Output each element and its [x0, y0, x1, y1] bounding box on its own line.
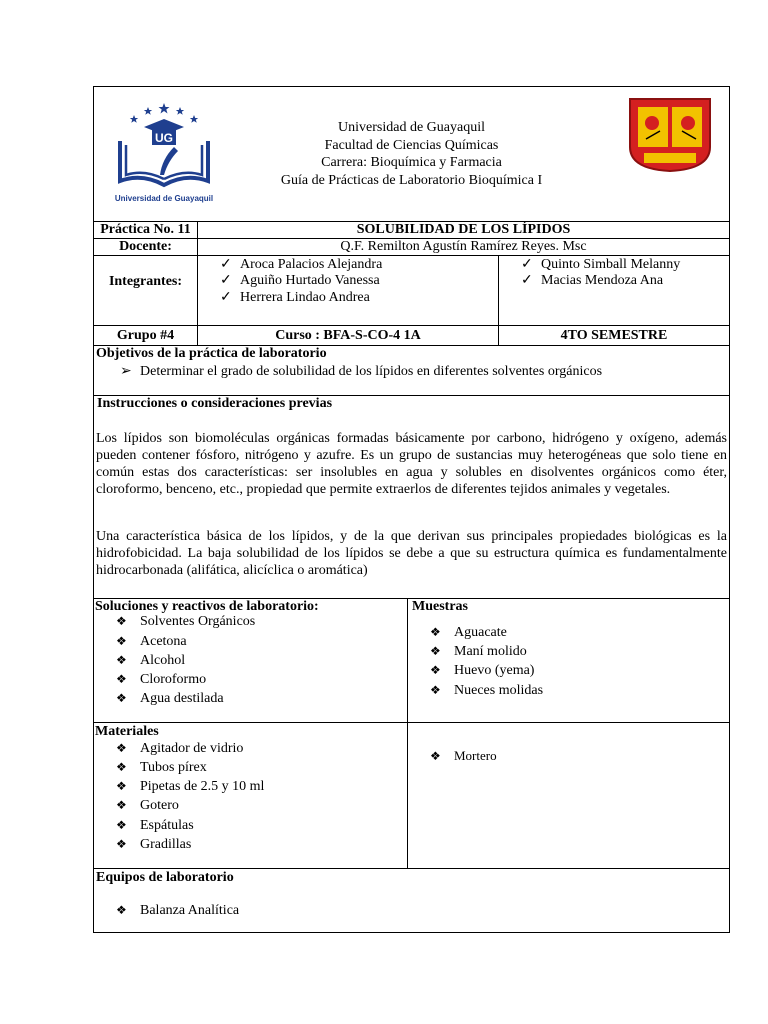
material-text: Gotero: [140, 798, 179, 813]
member-item: [220, 289, 370, 306]
diamond-bullet-icon: ❖: [116, 614, 127, 628]
logo-caption: Universidad de Guayaquil: [114, 194, 214, 203]
member-name: Herrera Lindao Andrea: [240, 290, 370, 305]
check-icon: ✓: [220, 290, 232, 305]
material-item: [116, 760, 207, 776]
guide-name: Guía de Prácticas de Laboratorio Bioquímica I: [280, 172, 543, 188]
equipment-text: Balanza Analítica: [140, 903, 240, 918]
solution-text: Cloroformo: [140, 672, 207, 687]
diamond-bullet-icon: ❖: [116, 634, 127, 648]
faculty-emblem: [626, 95, 714, 173]
instructions-title: Instrucciones o consideraciones previas: [97, 396, 333, 411]
solution-text: Alcohol: [140, 653, 186, 668]
materials-title: Materiales: [95, 724, 159, 739]
instructions-paragraph-2: Una característica básica de los lípidos, y de la que derivan sus principales propiedades biológicas es la hidrofobicidad. La baja solubilidad de los lípidos se debe a que su estructura química es fundamentalmente hidrocarbonada (alifática, alicíclica o aromática): [96, 529, 727, 578]
check-icon: ✓: [220, 257, 232, 272]
material-item: [116, 837, 191, 853]
diamond-bullet-icon: ❖: [430, 683, 441, 697]
sample-text: Huevo (yema): [454, 663, 535, 678]
solution-text: Agua destilada: [140, 691, 224, 706]
member-item: [220, 256, 382, 273]
member-item: [521, 272, 663, 289]
diamond-bullet-icon: ❖: [116, 760, 127, 774]
equipment-title: Equipos de laboratorio: [96, 870, 234, 885]
header: [94, 87, 729, 222]
members-column-1: [197, 256, 498, 325]
material-text: Tubos pírex: [140, 760, 207, 775]
check-icon: ✓: [521, 273, 533, 288]
equipment-item: [116, 903, 239, 919]
practice-number: Práctica No. 11: [100, 222, 191, 237]
solutions-title: Soluciones y reactivos de laboratorio:: [95, 599, 319, 614]
group-row: [94, 326, 729, 346]
sample-text: Maní molido: [454, 644, 527, 659]
objective-text: Determinar el grado de solubilidad de los lípidos en diferentes solventes orgánicos: [140, 364, 603, 379]
sample-item: [430, 625, 507, 641]
material-text: Pipetas de 2.5 y 10 ml: [140, 779, 265, 794]
materials-cell: [94, 723, 407, 868]
sample-item: [430, 683, 543, 699]
samples-cell: [407, 599, 729, 722]
diamond-bullet-icon: ❖: [116, 691, 127, 705]
practice-guide-sheet: [93, 86, 730, 933]
diamond-bullet-icon: ❖: [430, 644, 441, 658]
university-name: Universidad de Guayaquil: [338, 120, 485, 135]
instructions-section: [94, 396, 729, 599]
instructions-paragraph-1: Los lípidos son biomoléculas orgánicas formadas básicamente por carbono, hidrógeno y oxígeno, además pueden contener fósforo, nitrógeno y azufre. Es un grupo de sustancias muy heterogéneas que solo tiene en común estas dos características: ser insolubles en agua y solubles en disolventes orgánicos como éter, cloroformo, benceno, etc., propiedad que permite extraerlos de diferentes tejidos animales y vegetales.: [96, 431, 727, 497]
material-item: [116, 779, 264, 795]
material-text: Gradillas: [140, 837, 192, 852]
logo-monogram: UG: [155, 131, 173, 145]
objective-item: [120, 363, 602, 380]
diamond-bullet-icon: ❖: [116, 903, 127, 917]
members-column-2: [498, 256, 729, 325]
diamond-bullet-icon: ❖: [116, 779, 127, 793]
check-icon: ✓: [220, 273, 232, 288]
diamond-bullet-icon: ❖: [116, 741, 127, 755]
diamond-bullet-icon: ❖: [116, 837, 127, 851]
institution-heading: [194, 119, 629, 189]
arrow-bullet-icon: ➢: [120, 364, 132, 379]
teacher-name: Q.F. Remilton Agustín Ramírez Reyes. Msc: [197, 239, 729, 255]
semester-label: 4TO SEMESTRE: [498, 326, 729, 345]
diamond-bullet-icon: ❖: [116, 653, 127, 667]
material-item: [116, 818, 194, 834]
diamond-bullet-icon: ❖: [430, 663, 441, 677]
check-icon: ✓: [521, 257, 533, 272]
sample-text: Nueces molidas: [454, 683, 544, 698]
equipment-section: [94, 869, 729, 932]
practice-title: SOLUBILIDAD DE LOS LÍPIDOS: [197, 221, 729, 238]
materials-row: [94, 723, 729, 869]
diamond-bullet-icon: ❖: [430, 749, 441, 763]
materials-extra-cell: [407, 723, 729, 868]
solution-text: Acetona: [140, 634, 187, 649]
member-item: [220, 272, 380, 289]
material-text: Espátulas: [140, 818, 194, 833]
member-name: Macias Mendoza Ana: [541, 273, 664, 288]
samples-title: Muestras: [412, 599, 468, 614]
practice-row: [94, 221, 729, 239]
solutions-cell: [94, 599, 407, 722]
members-label: Integrantes:: [108, 274, 183, 289]
member-item: [521, 256, 680, 273]
objectives-section: [94, 346, 729, 396]
solution-item: [116, 634, 187, 650]
material-text: Agitador de vidrio: [140, 741, 244, 756]
sample-text: Aguacate: [454, 625, 507, 640]
diamond-bullet-icon: ❖: [116, 672, 127, 686]
teacher-label: Docente:: [119, 239, 172, 254]
course-label: Curso : BFA-S-CO-4 1A: [197, 326, 498, 345]
career-name: Carrera: Bioquímica y Farmacia: [321, 155, 502, 170]
diamond-bullet-icon: ❖: [430, 625, 441, 639]
teacher-row: [94, 239, 729, 256]
member-name: Aroca Palacios Alejandra: [240, 257, 383, 272]
members-row: [94, 256, 729, 326]
material-text: Mortero: [454, 748, 497, 763]
member-name: Quinto Simball Melanny: [541, 257, 681, 272]
solution-item: [116, 691, 224, 707]
solution-item: [116, 653, 185, 669]
material-item: [116, 741, 243, 757]
solutions-samples-row: [94, 599, 729, 723]
group-label: Grupo #4: [116, 328, 175, 343]
member-name: Aguiño Hurtado Vanessa: [240, 273, 380, 288]
solution-text: Solventes Orgánicos: [140, 614, 256, 629]
material-item: [116, 798, 179, 814]
objectives-title: Objetivos de la práctica de laboratorio: [96, 346, 327, 361]
sample-item: [430, 663, 534, 679]
material-item: [430, 748, 497, 764]
faculty-name: Facultad de Ciencias Químicas: [324, 137, 499, 153]
sample-item: [430, 644, 527, 660]
solution-item: [116, 614, 255, 630]
diamond-bullet-icon: ❖: [116, 798, 127, 812]
diamond-bullet-icon: ❖: [116, 818, 127, 832]
solution-item: [116, 672, 206, 688]
